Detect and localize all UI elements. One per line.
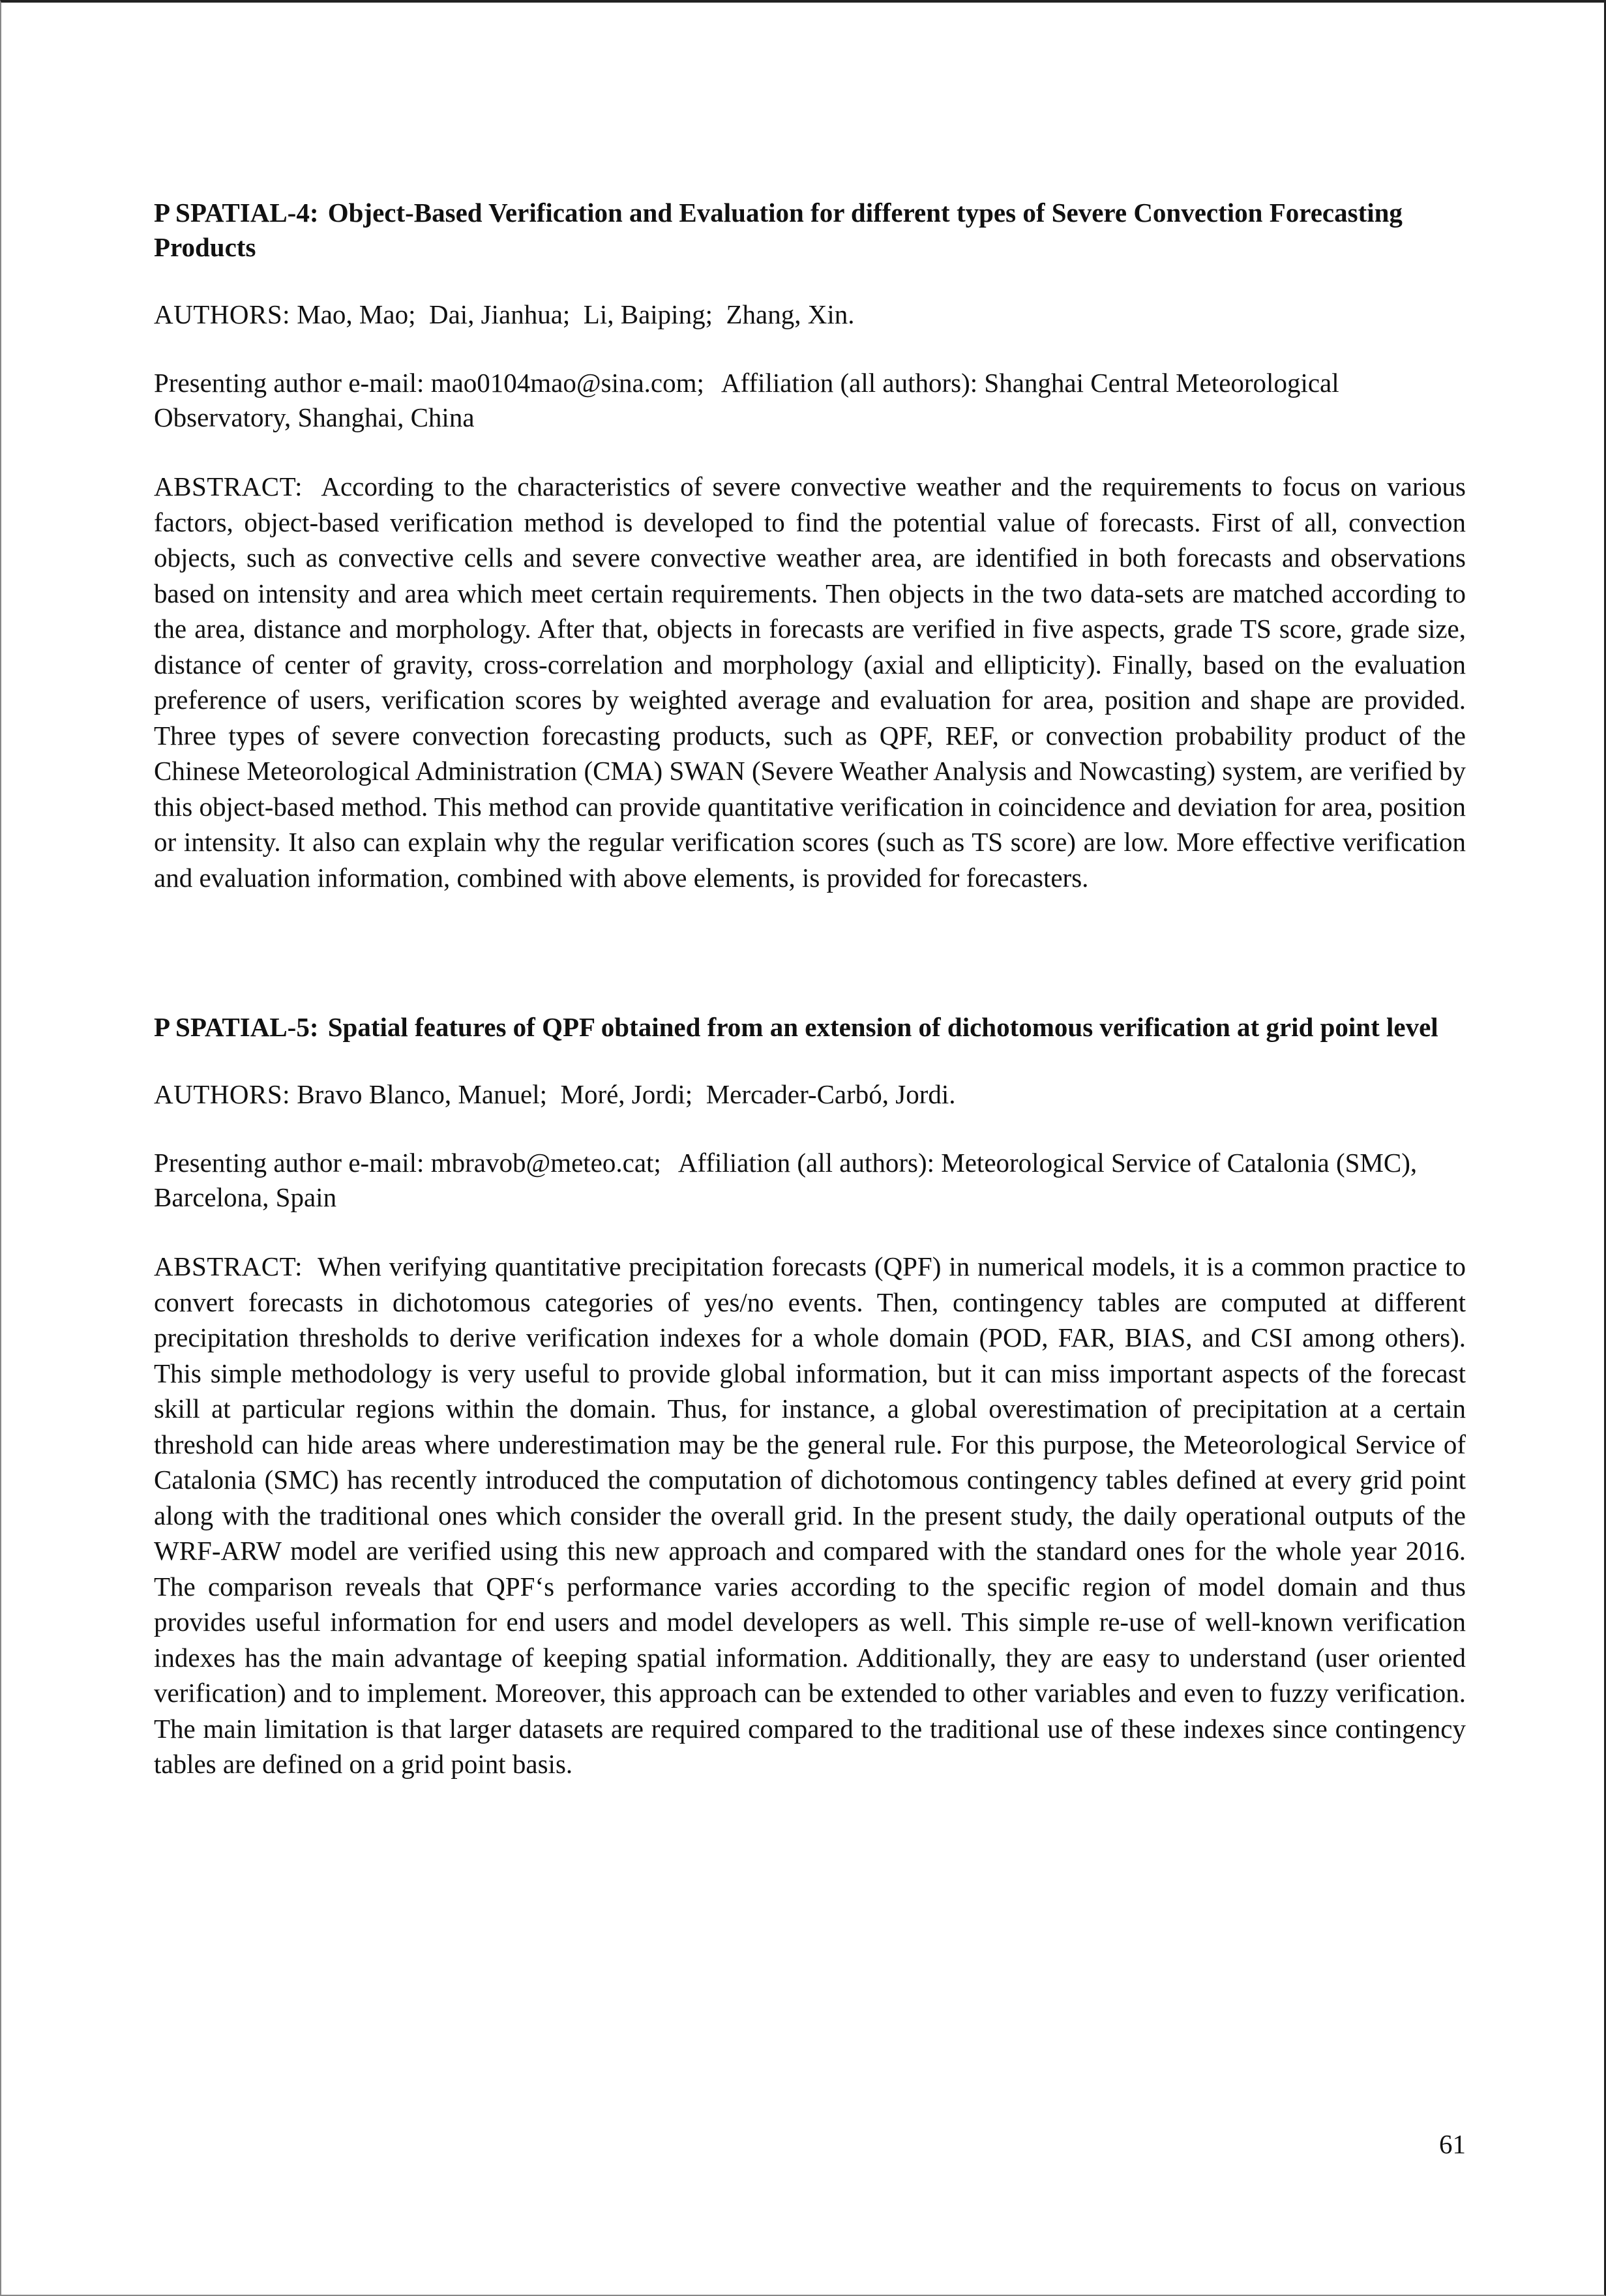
abstract-text: According to the characteristics of severe convective weather and the requirements to focus on various factors, object-based verification method is developed to find the potential value of forecasts. First of all, convection objects, such as convective cells and severe convective weather area, are identified in both forecasts and observations based on intensity and area which meet certain requirements. Then objects in the two data-sets are matched according to the area, distance and morphology. After that, objects in forecasts are verified in five aspects, grade TS score, grade size, distance of center of gravity, cross-correlation and morphology (axial and ellipticity). Finally, based on the evaluation preference of users, verification scores by weighted average and evaluation for area, position and shape are provided. Three types of severe convection forecasting products, such as QPF, REF, or convection probability product of the Chinese Meteorological Administration (CMA) SWAN (Severe Weather Analysis and Nowcasting) system, are verified by this object-based method. This method can provide quantitative verification in coincidence and deviation for area, position or intensity. It also can explain why the regular verification scores (such as TS score) are low. More effective verification and evaluation information, combined with above elements, is provided for forecasters.	[154, 471, 1466, 893]
abstract-entry-spatial-4	[154, 196, 1466, 895]
page-content	[154, 196, 1466, 1782]
authors-label: AUTHORS:	[154, 1079, 291, 1109]
affiliation-label: Affiliation (all authors):	[721, 368, 978, 398]
entry-code: P SPATIAL-5:	[154, 1012, 319, 1042]
entry-code: P SPATIAL-4:	[154, 198, 319, 228]
abstract-label: ABSTRACT:	[154, 1251, 303, 1281]
authors-line	[154, 1077, 1466, 1112]
abstract-label: ABSTRACT:	[154, 471, 303, 501]
authors-list: Mao, Mao; Dai, Jianhua; Li, Baiping; Zhang, Xin.	[297, 299, 855, 329]
entry-title-text: Object-Based Verification and Evaluation for different types of Severe Convection Forecasting Products	[154, 198, 1403, 262]
contact-line	[154, 1146, 1466, 1215]
affiliation-value: Shanghai Central Meteorological Observatory, Shanghai, China	[154, 368, 1339, 432]
abstract-text: When verifying quantitative precipitation forecasts (QPF) in numerical models, it is a common practice to convert forecasts in dichotomous categories of yes/no events. Then, contingency tables are computed at different precipitation thresholds to derive verification indexes for a whole domain (POD, FAR, BIAS, and CSI among others). This simple methodology is very useful to provide global information, but it can miss important aspects of the forecast skill at particular regions within the domain. Thus, for instance, a global overestimation of precipitation at a certain threshold can hide areas where underestimation may be the general rule. For this purpose, the Meteorological Service of Catalonia (SMC) has recently introduced the computation of dichotomous contingency tables defined at every grid point along with the traditional ones which consider the overall grid. In the present study, the daily operational outputs of the WRF-ARW model are verified using this new approach and compared with the standard ones for the whole year 2016. The comparison reveals that QPF‘s performance varies according to the specific region of model domain and thus provides useful information for end users and model developers as well. This simple re-use of well-known verification indexes has the main advantage of keeping spatial information. Additionally, they are easy to understand (user oriented verification) and to implement. Moreover, this approach can be extended to other variables and even to fuzzy verification. The main limitation is that larger datasets are required compared to the traditional use of these indexes since contingency tables are defined on a grid point basis.	[154, 1251, 1466, 1779]
page-number: 61	[1439, 2129, 1466, 2159]
authors-line	[154, 297, 1466, 332]
email-label: Presenting author e-mail:	[154, 1148, 424, 1178]
entry-title-text: Spatial features of QPF obtained from an extension of dichotomous verification at grid point level	[327, 1012, 1438, 1042]
email-label: Presenting author e-mail:	[154, 368, 424, 398]
affiliation-label: Affiliation (all authors):	[677, 1148, 935, 1178]
abstract-entry-spatial-5	[154, 1010, 1466, 1782]
entry-title	[154, 1010, 1466, 1045]
authors-list: Bravo Blanco, Manuel; Moré, Jordi; Mercader-Carbó, Jordi.	[297, 1079, 956, 1109]
abstract-body	[154, 469, 1466, 895]
affiliation-value: Meteorological Service of Catalonia (SMC), Barcelona, Spain	[154, 1148, 1418, 1212]
entry-title	[154, 196, 1466, 265]
abstract-body	[154, 1249, 1466, 1782]
email-value: mbravob@meteo.cat;	[430, 1148, 661, 1178]
authors-label: AUTHORS:	[154, 299, 291, 329]
email-value: mao0104mao@sina.com;	[430, 368, 704, 398]
contact-line	[154, 366, 1466, 435]
